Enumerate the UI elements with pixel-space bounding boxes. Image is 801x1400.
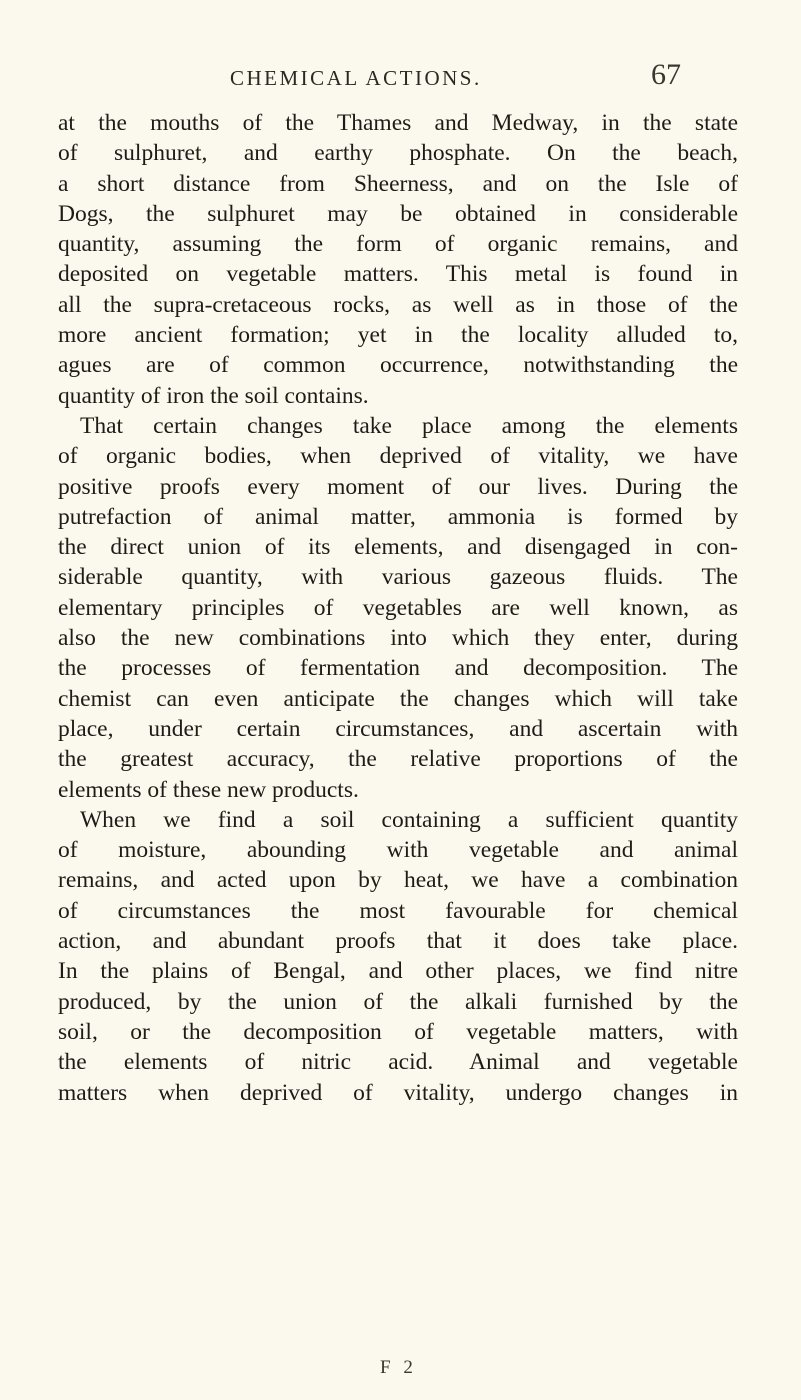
text-line: more ancient formation; yet in the locality alluded to, bbox=[58, 322, 738, 349]
text-line: of sulphuret, and earthy phosphate. On the beach, bbox=[58, 140, 738, 167]
running-head bbox=[0, 52, 801, 92]
body-text bbox=[58, 108, 738, 1108]
text-line: of organic bodies, when deprived of vitality, we have bbox=[58, 443, 738, 470]
paragraph-start-line: That certain changes take place among the elements bbox=[80, 412, 738, 439]
text-line: a short distance from Sheerness, and on the Isle of bbox=[58, 170, 738, 197]
text-line: soil, or the decomposition of vegetable matters, with bbox=[58, 1018, 738, 1045]
text-line: produced, by the union of the alkali furnished by the bbox=[58, 988, 738, 1015]
text-line: the greatest accuracy, the relative proportions of the bbox=[58, 746, 738, 773]
paragraph-start-line: When we find a soil containing a sufficient quantity bbox=[80, 806, 738, 833]
text-line: matters when deprived of vitality, undergo changes in bbox=[58, 1079, 738, 1106]
text-line: quantity of iron the soil contains. bbox=[58, 382, 369, 409]
text-line: deposited on vegetable matters. This metal is found in bbox=[58, 261, 738, 288]
text-line: chemist can even anticipate the changes which will take bbox=[58, 685, 738, 712]
text-line: action, and abundant proofs that it does take place. bbox=[58, 928, 738, 955]
text-line: elements of these new products. bbox=[58, 776, 359, 803]
text-line: In the plains of Bengal, and other places, we find nitre bbox=[58, 958, 738, 985]
text-line: also the new combinations into which they enter, during bbox=[58, 625, 738, 652]
text-line: the direct union of its elements, and disengaged in con- bbox=[58, 534, 738, 561]
running-head-title: CHEMICAL ACTIONS. bbox=[230, 66, 482, 90]
text-line: of moisture, abounding with vegetable and animal bbox=[58, 837, 738, 864]
text-line: the processes of fermentation and decomposition. The bbox=[58, 655, 738, 682]
text-line: positive proofs every moment of our lives. During the bbox=[58, 473, 738, 500]
text-line: siderable quantity, with various gazeous fluids. The bbox=[58, 564, 738, 591]
page-number: 67 bbox=[651, 58, 681, 91]
text-line: Dogs, the sulphuret may be obtained in considerable bbox=[58, 200, 738, 227]
text-line: place, under certain circumstances, and ascertain with bbox=[58, 715, 738, 742]
text-line: the elements of nitric acid. Animal and vegetable bbox=[58, 1049, 738, 1076]
signature-mark: F 2 bbox=[380, 1357, 417, 1378]
text-line: at the mouths of the Thames and Medway, in the state bbox=[58, 110, 738, 136]
text-line: remains, and acted upon by heat, we have a combination bbox=[58, 867, 738, 894]
text-line: agues are of common occurrence, notwithstanding the bbox=[58, 352, 738, 379]
text-line: of circumstances the most favourable for chemical bbox=[58, 897, 738, 924]
text-line: quantity, assuming the form of organic remains, and bbox=[58, 231, 738, 258]
text-line: all the supra-cretaceous rocks, as well as in those of the bbox=[58, 291, 738, 318]
text-line: putrefaction of animal matter, ammonia is formed by bbox=[58, 503, 738, 530]
text-line: elementary principles of vegetables are well known, as bbox=[58, 594, 738, 621]
